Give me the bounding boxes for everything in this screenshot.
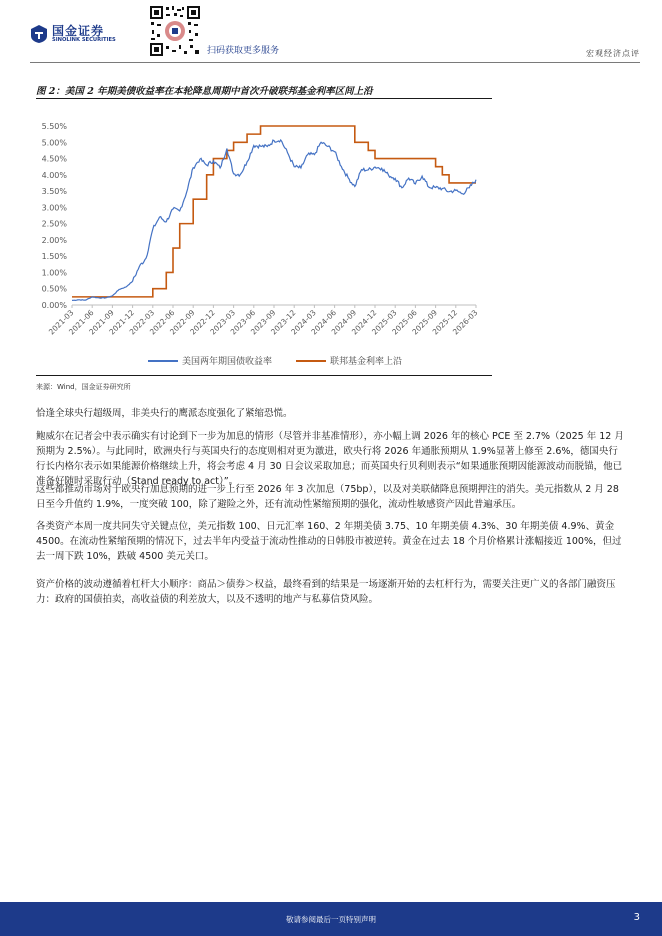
x-tick-label: 2022-06 [147, 308, 177, 337]
x-tick-label: 2025-03 [370, 308, 399, 337]
figure-title-bar [36, 80, 492, 99]
header-divider [30, 62, 640, 63]
x-tick-label: 2021-09 [87, 308, 116, 337]
legend-label-2y-yield: 美国两年期国债收益率 [182, 357, 273, 367]
footer-disclaimer: 敬请参阅最后一页特别声明 [286, 915, 376, 924]
yield-vs-fed-funds-chart [36, 106, 492, 376]
chart-svg [36, 106, 492, 376]
y-tick-label: 5.00% [41, 138, 67, 148]
y-tick-label: 4.00% [41, 170, 67, 180]
x-tick-label: 2023-03 [208, 308, 238, 337]
x-tick-label: 2023-06 [228, 308, 258, 337]
x-tick-label: 2024-03 [289, 308, 318, 337]
y-tick-label: 1.00% [41, 268, 67, 278]
y-tick-label: 0.00% [41, 301, 67, 310]
company-logo [30, 22, 130, 48]
source-divider [36, 375, 492, 376]
y-tick-label: 2.50% [41, 219, 67, 229]
x-tick-label: 2026-03 [450, 308, 480, 337]
qr-caption: 扫码获取更多服务 [207, 46, 280, 56]
y-tick-label: 3.50% [41, 187, 67, 197]
x-tick-label: 2023-12 [269, 308, 298, 337]
page-header [0, 0, 662, 64]
page-number: 3 [633, 912, 640, 923]
x-tick-label: 2025-06 [390, 308, 419, 337]
x-tick-label: 2024-09 [329, 308, 359, 337]
x-tick-label: 2024-06 [309, 308, 339, 337]
y-tick-label: 0.50% [41, 284, 67, 294]
report-type-label: 宏观经济点评 [586, 49, 640, 58]
paragraph-1: 恰逢全球央行超级周，非美央行的鹰派态度强化了紧缩恐慌。 [36, 408, 293, 419]
page-footer [0, 902, 662, 936]
sinolink-logo-icon [30, 24, 48, 44]
x-tick-label: 2021-12 [107, 308, 137, 337]
logo-chinese-name: 国金证券 [52, 24, 105, 38]
y-tick-label: 3.00% [41, 203, 67, 213]
logo-english-name: SINOLINK SECURITIES [52, 37, 116, 43]
y-tick-label: 1.50% [41, 252, 67, 262]
figure-source: 来源：Wind，国金证券研究所 [36, 383, 131, 391]
series-fed-funds-upper-line [72, 126, 476, 297]
y-tick-label: 2.00% [41, 235, 67, 245]
series-2y-yield-line [72, 140, 476, 300]
x-tick-label: 2024-12 [349, 308, 379, 337]
x-tick-label: 2025-12 [430, 308, 460, 337]
y-tick-label: 4.50% [41, 154, 67, 164]
paragraph-2: 鲍威尔在记者会中表示确实有讨论到下一步为加息的情形（尽管并非基准情形），亦小幅上调 2026 年的核心 PCE 至 2.7%（2025 年 12 月预期为 2.5%）。与此同时，欧洲央行与英国央行的态度则相对更为激进，欧央行将 2026 年通胀预期从 1.9%显著上修至 2.6%，德国央行行长内格尔表示如果能源价格继续上升，将会考虑 4 月 30 日会议采取加息；而英国央行贝利则表示“如果通胀预期因能源波动而脱锚，他已准备好随时采取行动（Stand ready to act）”。 [36, 431, 624, 487]
x-tick-label: 2021-03 [46, 308, 76, 337]
x-tick-label: 2023-09 [248, 308, 278, 337]
paragraph-5: 资产价格的波动遵循着杠杆大小顺序：商品＞债券＞权益，最终看到的结果是一场逐渐开始的去杠杆行为，需要关注更广义的各部门融资压力：政府的国债拍卖，高收益债的利差放大，以及不透明的地产与私募信贷风险。 [36, 579, 616, 605]
paragraph-4: 各类资产本周一度共同失守关键点位，美元指数 100、日元汇率 160、2 年期美债 3.75、10 年期美债 4.3%、30 年期美债 4.9%、黄金 4500。在流动性紧缩预期的情况下，过去半年内受益于流动性推动的日韩股市被逆转。黄金在过去 18 个月价格累计涨幅接近 100%，但过去一周下跌 10%，跌破 4500 美元关口。 [36, 521, 622, 562]
x-tick-label: 2021-06 [67, 308, 96, 337]
legend-label-fed-funds: 联邦基金利率上沿 [330, 357, 403, 367]
figure-title: 图 2：美国 2 年期美债收益率在本轮降息周期中首次升破联邦基金利率区间上沿 [36, 86, 373, 97]
x-tick-label: 2022-09 [168, 308, 197, 337]
x-tick-label: 2022-03 [127, 308, 157, 337]
qr-code-icon[interactable] [148, 4, 202, 58]
x-tick-label: 2025-09 [410, 308, 440, 337]
paragraph-3: 这些都推动市场对于欧央行加息预期的进一步上行至 2026 年 3 次加息（75bp），以及对美联储降息预期押注的消失。美元指数从 2 月 28 日至今升值约 1.9%，一度突破 100，除了避险之外，还有流动性紧缩预期的强化，流动性敏感资产因此普遍承压。 [36, 484, 619, 510]
x-tick-label: 2022-12 [188, 308, 217, 337]
y-tick-label: 5.50% [41, 122, 67, 131]
